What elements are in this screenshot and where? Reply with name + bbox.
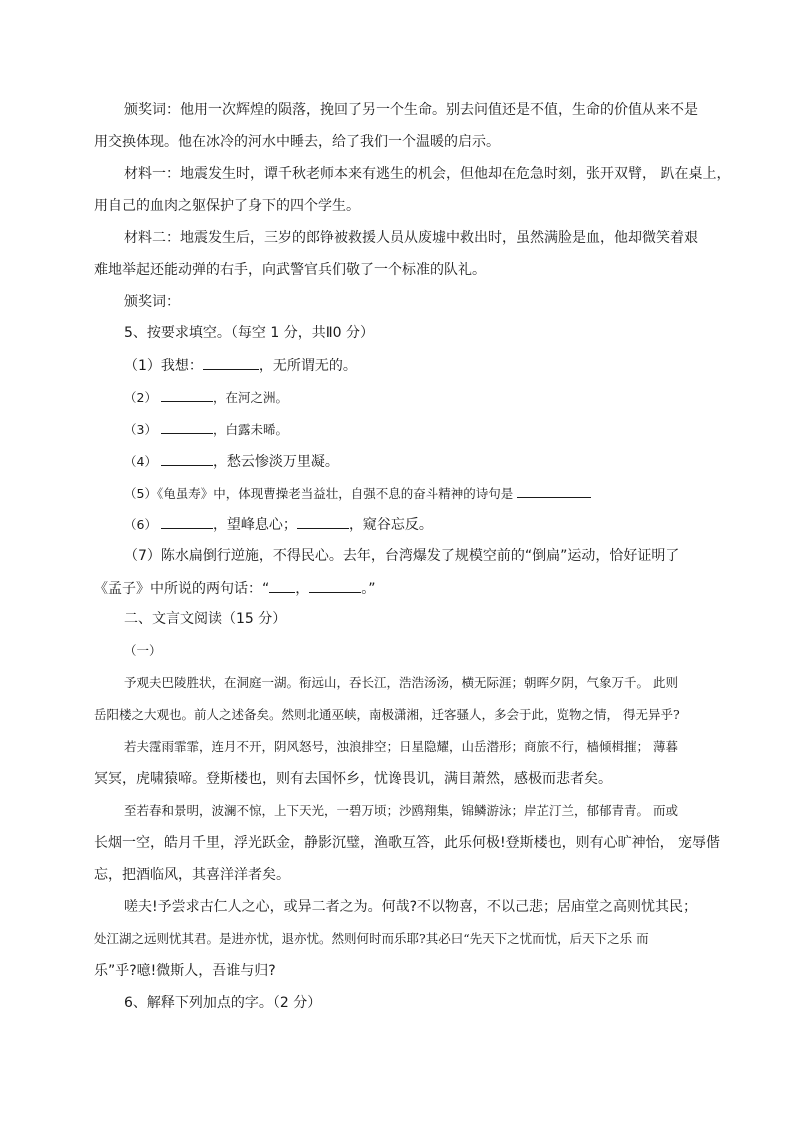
section-2-subtitle: （一） [124,643,162,658]
answer-blank[interactable] [269,578,295,593]
passage-p4-line3: 乐”乎?噫!微斯人，吾谁与归? [94,963,276,979]
material-2-line2: 难地举起还能动弹的右手，向武警官兵们敬了一个标准的队礼。 [94,262,486,278]
passage-p4-line2: 处江湖之远则忧其君。是进亦忧，退亦忧。然则何时而乐耶?其必曰“先天下之忧而忧，后天下之乐 而 [94,931,649,946]
passage-p1-line2: 岳阳楼之大观也。前人之述备矣。然则北通巫峡，南极潇湘，迁客骚人，多会于此，览物之情， 得无异乎? [94,707,680,722]
award-text-2-label: 颁奖词： [124,294,180,310]
q5-item-1-prefix: （1）我想： [124,358,203,374]
material-1-line1: 材料一：地震发生时，谭千秋老师本来有逃生的机会，但他却在危急时刻，张开双臂， 趴在桌上， [124,166,731,182]
q5-item-2-prefix: （2） [124,390,161,405]
answer-blank[interactable] [203,355,259,370]
q5-item-4-prefix: （4） [124,454,161,469]
q5-item-7-comma: ， [295,581,310,597]
q5-item-5 [124,483,591,504]
question-6-title: 6、解释下列加点的字。（2 分） [124,995,322,1011]
passage-p3-line2: 长烟一空，皓月千里，浮光跃金，静影沉璧，渔歌互答，此乐何极!登斯楼也，则有心旷神怡， 宠辱偕 [94,835,721,851]
q5-item-1-suffix: ，无所谓无的。 [258,358,357,374]
q5-item-7-line1: （7）陈水扁倒行逆施，不得民心。去年，台湾爆发了规模空前的“倒扁”运动，恰好证明了 [124,548,680,564]
q5-item-2-suffix: ，在河之洲。 [212,390,288,405]
answer-blank[interactable] [297,514,349,529]
q5-item-4-suffix: ，愁云惨淡万里凝。 [212,454,339,470]
passage-p3-line3: 忘，把酒临风，其喜洋洋者矣。 [94,867,290,883]
q5-item-6-middle: ，望峰息心； [212,517,297,533]
q5-item-5-text: （5）《龟虽寿》中，体现曹操老当益壮，自强不息的奋斗精神的诗句是 [124,486,518,501]
passage-p2-line2: 冥冥，虎啸猿啼。登斯楼也，则有去国怀乡，忧谗畏讥，满目萧然，感极而悲者矣。 [94,771,612,787]
material-2-line1: 材料二：地震发生后，三岁的郎铮被救援人员从废墟中救出时，虽然满脸是血，他却微笑着艰 [124,230,698,246]
answer-blank[interactable] [161,419,213,434]
answer-blank[interactable] [309,578,361,593]
question-5-title: 5、按要求填空。（每空 1 分，共Ⅱ0 分） [124,325,374,341]
passage-p4-line1: 嗟夫!予尝求古仁人之心，或异二者之为。何哉?不以物喜，不以己悲；居庙堂之高则忧其民； [124,899,698,915]
section-2-title: 二、文言文阅读（15 分） [124,611,287,627]
q5-item-6 [124,514,433,535]
answer-blank[interactable] [161,451,213,466]
answer-blank[interactable] [517,483,591,498]
q5-item-7-prefix: 《孟子》中所说的两句话：“ [94,581,270,597]
award-text-1-line1: 颁奖词：他用一次辉煌的陨落，挽回了另一个生命。别去问值还是不值，生命的价值从来不是 [124,102,698,118]
award-text-1-line2: 用交换体现。他在冰冷的河水中睡去，给了我们一个温暖的启示。 [94,134,500,150]
q5-item-3-suffix: ，白露未晞。 [212,422,288,437]
q5-item-7-suffix: 。” [361,581,376,597]
answer-blank[interactable] [161,514,213,529]
q5-item-3-prefix: （3） [124,422,161,437]
passage-p2-line1: 若夫霪雨霏霏，连月不开，阴风怒号，浊浪排空；日星隐耀，山岳潜形；商旅不行，樯倾楫摧； 薄暮 [124,739,678,754]
q5-item-4 [124,451,339,472]
q5-item-1 [124,355,357,376]
passage-p1-line1: 予观夫巴陵胜状，在洞庭一湖。衔远山，吞长江，浩浩汤汤，横无际涯；朝晖夕阴，气象万千。 此则 [124,675,678,690]
q5-item-7-line2 [94,578,376,599]
material-1-line2: 用自己的血肉之躯保护了身下的四个学生。 [94,198,360,214]
passage-p3-line1: 至若春和景明，波澜不惊，上下天光，一碧万顷；沙鸥翔集，锦鳞游泳；岸芷汀兰，郁郁青青。 而或 [124,803,678,818]
q5-item-6-suffix: ，窥谷忘反。 [348,517,433,533]
q5-item-3 [124,419,288,440]
q5-item-2 [124,387,288,408]
q5-item-6-prefix: （6） [124,517,161,532]
answer-blank[interactable] [161,387,213,402]
